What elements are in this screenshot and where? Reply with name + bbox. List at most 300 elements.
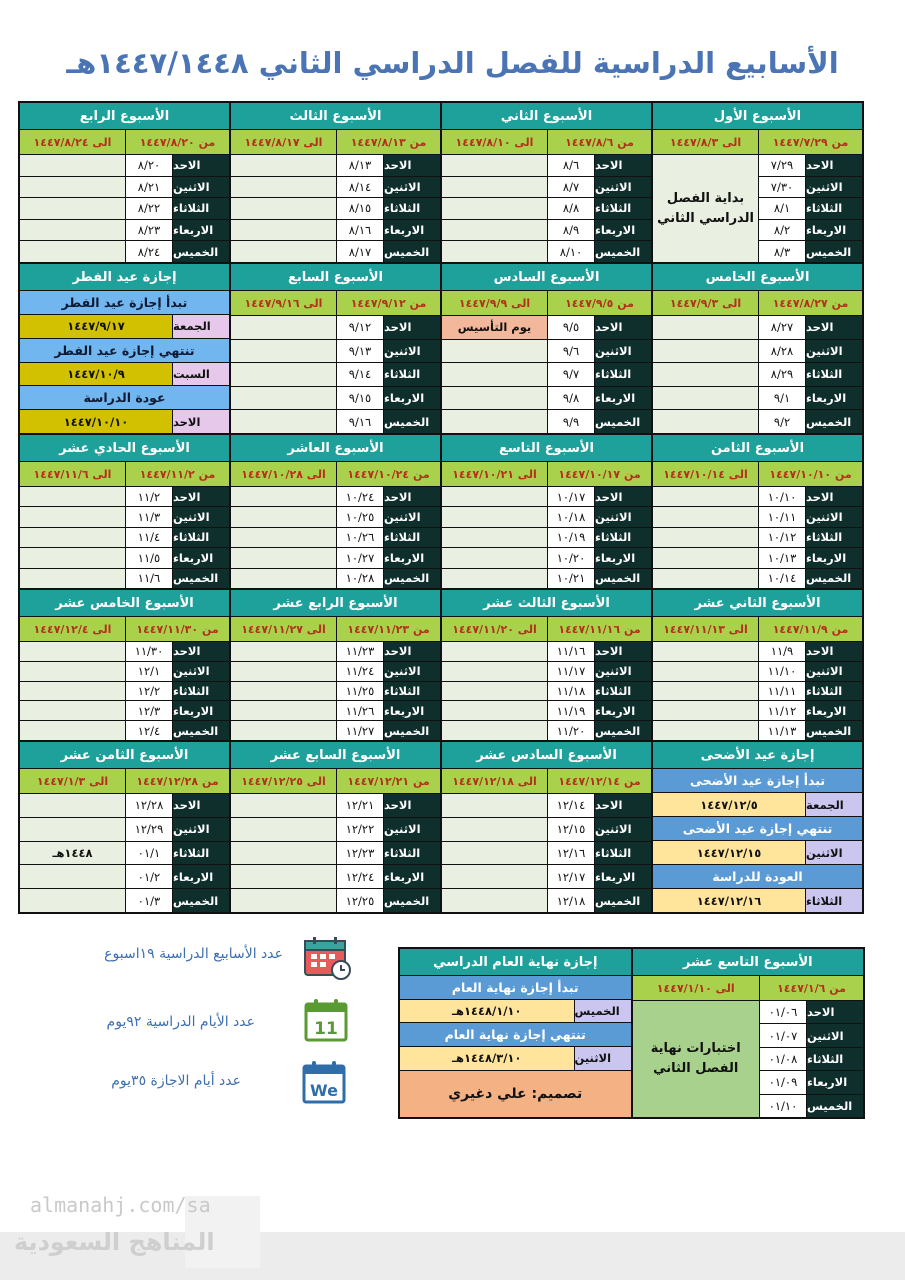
- day-name: الاثنين: [807, 1024, 863, 1046]
- day-name: الاثنين: [173, 662, 229, 681]
- week-row: [20, 742, 862, 912]
- empty-note: [442, 220, 547, 241]
- day-name: الاحد: [806, 487, 862, 506]
- holiday-block-endy: [400, 949, 631, 1117]
- day-name: الثلاثاء: [173, 682, 229, 701]
- day-name: الخميس: [595, 569, 651, 588]
- day-name: الثلاثاء: [384, 363, 440, 386]
- week-title: الأسبوع الخامس عشر: [20, 590, 229, 616]
- day-date: ١٢/٢٥: [337, 889, 383, 912]
- week-title: الأسبوع الرابع عشر: [231, 590, 440, 616]
- empty-note: [20, 642, 125, 661]
- day-date: ٠١/٠٩: [760, 1071, 806, 1093]
- empty-note: [442, 507, 547, 526]
- empty-note: [442, 818, 547, 841]
- holiday-banner: تبدأ إجازة عيد الأضحى: [653, 769, 862, 792]
- week-block: [442, 264, 651, 433]
- day-date: ١٢/٢٩: [126, 818, 172, 841]
- day-date: ١٠/١١: [759, 507, 805, 526]
- day-name: الخميس: [806, 410, 862, 433]
- day-name: الاربعاء: [806, 701, 862, 720]
- day-date: ٨/٢٤: [126, 241, 172, 262]
- day-date: ٧/٢٩: [759, 155, 805, 176]
- day-name: الاربعاء: [806, 387, 862, 410]
- day-date: ٠١/٠٦: [760, 1001, 806, 1023]
- empty-note: [653, 721, 758, 740]
- day-name: الاثنين: [384, 340, 440, 363]
- holiday-block-fitr: [20, 264, 229, 433]
- day-date: ٩/٢: [759, 410, 805, 433]
- empty-note: [20, 721, 125, 740]
- week-block: [231, 264, 440, 433]
- holiday-banner: العودة للدراسة: [653, 865, 862, 888]
- empty-note: [442, 682, 547, 701]
- day-name: الثلاثاء: [384, 198, 440, 219]
- week-block: [231, 742, 440, 912]
- empty-note: [653, 340, 758, 363]
- day-date: ١١/١٠: [759, 662, 805, 681]
- day-name: الخميس: [173, 569, 229, 588]
- empty-note: [231, 818, 336, 841]
- day-date: ٩/١٤: [337, 363, 383, 386]
- week-from-date: من ١٤٤٧/٨/٢٧: [759, 291, 862, 315]
- week-note: بداية الفصل الدراسي الثاني: [653, 155, 758, 262]
- week-to-date: الى ١٤٤٧/١١/٢٠: [442, 617, 547, 641]
- day-name: الاربعاء: [384, 701, 440, 720]
- day-name: الخميس: [384, 889, 440, 912]
- day-date: ٠١/١٠: [760, 1095, 806, 1117]
- empty-note: [231, 387, 336, 410]
- day-date: ١٠/١٩: [548, 528, 594, 547]
- empty-note: [653, 642, 758, 661]
- week-from-date: من ١٤٤٧/٨/٢٠: [126, 130, 229, 154]
- day-date: ٨/١: [759, 198, 805, 219]
- day-name: الثلاثاء: [173, 528, 229, 547]
- holiday-date: ١٤٤٧/١٢/١٥: [653, 841, 805, 864]
- day-name: الاحد: [173, 487, 229, 506]
- day-name: الاربعاء: [173, 865, 229, 888]
- day-date: ١٠/٢٨: [337, 569, 383, 588]
- day-date: ٩/١: [759, 387, 805, 410]
- day-date: ٩/٩: [548, 410, 594, 433]
- week-to-date: الى ١٤٤٧/٨/٢٤: [20, 130, 125, 154]
- day-name: الاحد: [595, 316, 651, 339]
- day-date: ٩/٦: [548, 340, 594, 363]
- holiday-banner: تنتهي إجازة عيد الفطر: [20, 339, 229, 362]
- day-name: الاربعاء: [595, 220, 651, 241]
- week-to-date: الى ١٤٤٧/١٢/٢٥: [231, 769, 336, 793]
- day-date: ١١/٢٧: [337, 721, 383, 740]
- day-name: الاثنين: [806, 662, 862, 681]
- week-row: [20, 103, 862, 262]
- day-date: ١١/٦: [126, 569, 172, 588]
- day-date: ١١/٢٦: [337, 701, 383, 720]
- empty-note: [20, 155, 125, 176]
- holiday-date: ١٤٤٧/٩/١٧: [20, 315, 172, 338]
- day-name: الاثنين: [595, 177, 651, 198]
- day-name: الاثنين: [384, 177, 440, 198]
- week-title: الأسبوع التاسع عشر: [633, 949, 864, 975]
- holiday-date: ١٤٤٧/١٠/٩: [20, 363, 172, 386]
- empty-note: [442, 701, 547, 720]
- week-from-date: من ١٤٤٧/١١/٢٣: [337, 617, 440, 641]
- empty-note: [20, 662, 125, 681]
- day-date: ١١/١٨: [548, 682, 594, 701]
- empty-note: [442, 842, 547, 865]
- day-name: الاحد: [384, 155, 440, 176]
- day-date: ١١/١٦: [548, 642, 594, 661]
- week-from-date: من ١٤٤٧/١٢/٢٨: [126, 769, 229, 793]
- holiday-date: ١٤٤٨/٣/١٠هـ: [400, 1047, 574, 1070]
- empty-note: [653, 548, 758, 567]
- day-date: ١٠/٢٦: [337, 528, 383, 547]
- day-date: ١٠/٢٠: [548, 548, 594, 567]
- day-name: الاحد: [173, 794, 229, 817]
- empty-note: [442, 241, 547, 262]
- weeks-table: [18, 101, 864, 914]
- empty-note: [20, 220, 125, 241]
- day-date: ٠١/١: [126, 842, 172, 865]
- week-to-date: الى ١٤٤٧/١٢/١٨: [442, 769, 547, 793]
- holiday-banner: تنتهي إجازة نهاية العام: [400, 1023, 631, 1046]
- week-from-date: من ١٤٤٧/٧/٢٩: [759, 130, 862, 154]
- day-date: ١٠/١٨: [548, 507, 594, 526]
- day-name: الخميس: [806, 569, 862, 588]
- day-name: الاثنين: [595, 662, 651, 681]
- day-date: ٨/٢٩: [759, 363, 805, 386]
- svg-text:We: We: [310, 1081, 338, 1100]
- day-name: الاحد: [173, 155, 229, 176]
- day-date: ١٢/٢٨: [126, 794, 172, 817]
- day-name: الخميس: [173, 241, 229, 262]
- day-date: ١١/٢٤: [337, 662, 383, 681]
- week-title: الأسبوع التاسع: [442, 435, 651, 461]
- holiday-day: الجمعة: [173, 315, 229, 338]
- week-from-date: من ١٤٤٧/١١/٢: [126, 462, 229, 486]
- week-row: [20, 590, 862, 740]
- day-name: الثلاثاء: [806, 363, 862, 386]
- week-title: الأسبوع الثامن عشر: [20, 742, 229, 768]
- day-date: ١١/٤: [126, 528, 172, 547]
- day-date: ١٢/١: [126, 662, 172, 681]
- week-to-date: الى ١٤٤٧/١٠/٢١: [442, 462, 547, 486]
- day-name: الثلاثاء: [806, 682, 862, 701]
- holiday-banner: عودة الدراسة: [20, 386, 229, 409]
- day-name: الخميس: [595, 889, 651, 912]
- empty-note: [231, 569, 336, 588]
- empty-note: [20, 569, 125, 588]
- day-name: الثلاثاء: [384, 842, 440, 865]
- day-name: الثلاثاء: [384, 528, 440, 547]
- empty-note: [20, 889, 125, 912]
- day-name: الثلاثاء: [807, 1048, 863, 1070]
- week-from-date: من ١٤٤٧/١/٦: [760, 976, 863, 1000]
- empty-note: [20, 198, 125, 219]
- week-to-date: الى ١٤٤٧/١٢/٤: [20, 617, 125, 641]
- calendar-clock-icon: [303, 935, 351, 981]
- day-date: ١١/١٩: [548, 701, 594, 720]
- empty-note: [231, 721, 336, 740]
- day-date: ١١/١٢: [759, 701, 805, 720]
- empty-note: [231, 340, 336, 363]
- week-to-date: الى ١٤٤٧/٩/٩: [442, 291, 547, 315]
- day-name: الخميس: [384, 410, 440, 433]
- empty-note: [231, 662, 336, 681]
- day-name: الاربعاء: [384, 548, 440, 567]
- day-name: الاحد: [806, 642, 862, 661]
- day-note: يوم التأسيس: [442, 316, 547, 339]
- calendar-we-icon: [301, 1060, 349, 1106]
- empty-note: [442, 662, 547, 681]
- day-name: الخميس: [384, 241, 440, 262]
- holiday-date: ١٤٤٨/١/١٠هـ: [400, 1000, 574, 1023]
- day-name: الاربعاء: [173, 220, 229, 241]
- week-to-date: الى ١٤٤٧/١١/٢٧: [231, 617, 336, 641]
- empty-note: [653, 569, 758, 588]
- week-from-date: من ١٤٤٧/٨/١٣: [337, 130, 440, 154]
- day-name: الثلاثاء: [595, 842, 651, 865]
- empty-note: [442, 548, 547, 567]
- design-credit: تصميم: علي دغيري: [400, 1071, 631, 1117]
- day-date: ١١/١٣: [759, 721, 805, 740]
- week-title: الأسبوع الثاني عشر: [653, 590, 862, 616]
- day-name: الاحد: [807, 1001, 863, 1023]
- day-date: ١١/٢٣: [337, 642, 383, 661]
- day-name: الاثنين: [384, 507, 440, 526]
- holiday-block-adha: [653, 742, 862, 912]
- week-from-date: من ١٤٤٧/١١/٣٠: [126, 617, 229, 641]
- day-name: الثلاثاء: [173, 198, 229, 219]
- day-date: ١٢/١٧: [548, 865, 594, 888]
- day-date: ٨/٢٢: [126, 198, 172, 219]
- day-name: الاحد: [595, 155, 651, 176]
- day-name: الاربعاء: [595, 701, 651, 720]
- week-title: الأسبوع الخامس: [653, 264, 862, 290]
- empty-note: [231, 487, 336, 506]
- empty-note: [231, 548, 336, 567]
- day-name: الاحد: [384, 642, 440, 661]
- day-name: الاربعاء: [806, 220, 862, 241]
- day-date: ١١/١٧: [548, 662, 594, 681]
- week-to-date: الى ١٤٤٧/٨/٣: [653, 130, 758, 154]
- day-date: ١٠/١٠: [759, 487, 805, 506]
- empty-note: [231, 198, 336, 219]
- legend-weeks-count: عدد الأسابيع الدراسية ١٩اسبوع: [104, 946, 283, 962]
- day-name: الخميس: [807, 1095, 863, 1117]
- day-name: الاحد: [806, 155, 862, 176]
- empty-note: [442, 340, 547, 363]
- empty-note: [442, 363, 547, 386]
- empty-note: [442, 155, 547, 176]
- legend-holiday-days: عدد أيام الاجازة ٣٥يوم: [111, 1073, 241, 1089]
- day-name: الاحد: [595, 794, 651, 817]
- week-title: الأسبوع الثاني: [442, 103, 651, 129]
- day-date: ١٠/٢٧: [337, 548, 383, 567]
- empty-note: [20, 528, 125, 547]
- week-block: [653, 103, 862, 262]
- week-from-date: من ١٤٤٧/١٠/٢٤: [337, 462, 440, 486]
- day-date: ٠١/٠٧: [760, 1024, 806, 1046]
- empty-note: [442, 387, 547, 410]
- empty-note: [20, 794, 125, 817]
- day-name: الاربعاء: [384, 387, 440, 410]
- holiday-day: الاحد: [173, 410, 229, 433]
- week-to-date: الى ١٤٤٧/١٠/٢٨: [231, 462, 336, 486]
- day-date: ٨/١٠: [548, 241, 594, 262]
- day-date: ١٢/١٤: [548, 794, 594, 817]
- day-date: ١٢/٢٢: [337, 818, 383, 841]
- day-name: الاحد: [595, 487, 651, 506]
- holiday-banner: تبدأ إجازة عيد الفطر: [20, 291, 229, 314]
- day-date: ١٢/١٥: [548, 818, 594, 841]
- day-date: ١٢/١٦: [548, 842, 594, 865]
- day-name: الثلاثاء: [173, 842, 229, 865]
- day-date: ٨/٦: [548, 155, 594, 176]
- day-date: ١٢/٢: [126, 682, 172, 701]
- holiday-title: إجازة عيد الأضحى: [653, 742, 862, 768]
- day-name: الخميس: [595, 410, 651, 433]
- week-title: الأسبوع الحادي عشر: [20, 435, 229, 461]
- empty-note: [20, 701, 125, 720]
- day-name: الثلاثاء: [595, 363, 651, 386]
- empty-note: [231, 316, 336, 339]
- week-block: [231, 590, 440, 740]
- empty-note: [231, 220, 336, 241]
- empty-note: [442, 487, 547, 506]
- legend-study-days: عدد الأيام الدراسية ٩٢يوم: [106, 1014, 255, 1030]
- empty-note: [231, 507, 336, 526]
- week-to-date: الى ١٤٤٧/١١/١٣: [653, 617, 758, 641]
- week-to-date: الى ١٤٤٧/٨/١٠: [442, 130, 547, 154]
- empty-note: [20, 487, 125, 506]
- day-date: ١١/٥: [126, 548, 172, 567]
- day-date: ٨/٢٣: [126, 220, 172, 241]
- week-to-date: الى ١٤٤٧/٨/١٧: [231, 130, 336, 154]
- week-from-date: من ١٤٤٧/١٠/١٧: [548, 462, 651, 486]
- day-name: الاثنين: [173, 507, 229, 526]
- holiday-date: ١٤٤٧/١٢/١٦: [653, 889, 805, 912]
- holiday-title: إجازة عيد الفطر: [20, 264, 229, 290]
- day-date: ٩/١٣: [337, 340, 383, 363]
- day-name: الثلاثاء: [384, 682, 440, 701]
- week-block: [633, 949, 864, 1117]
- empty-note: [231, 682, 336, 701]
- day-date: ٠١/٢: [126, 865, 172, 888]
- week-from-date: من ١٤٤٧/٩/١٢: [337, 291, 440, 315]
- watermark-url: almanahj.com/sa: [30, 1193, 211, 1217]
- day-date: ٩/٧: [548, 363, 594, 386]
- week-to-date: الى ١٤٤٧/٩/١٦: [231, 291, 336, 315]
- watermark-logo: المناهج السعودية: [14, 1228, 215, 1256]
- holiday-day: السبت: [173, 363, 229, 386]
- week-block: [442, 742, 651, 912]
- day-date: ٩/١٢: [337, 316, 383, 339]
- empty-note: [231, 642, 336, 661]
- day-note: ١٤٤٨هـ: [20, 842, 125, 865]
- empty-note: [442, 177, 547, 198]
- week-title: الأسبوع الأول: [653, 103, 862, 129]
- empty-note: [653, 507, 758, 526]
- empty-note: [20, 682, 125, 701]
- day-name: الاحد: [806, 316, 862, 339]
- day-date: ١٢/٢٤: [337, 865, 383, 888]
- day-date: ٨/٢٧: [759, 316, 805, 339]
- week-to-date: الى ١٤٤٧/٩/٣: [653, 291, 758, 315]
- week-from-date: من ١٤٤٧/١٢/٢١: [337, 769, 440, 793]
- week-block: [653, 264, 862, 433]
- day-name: الاربعاء: [595, 865, 651, 888]
- day-name: الاربعاء: [807, 1071, 863, 1093]
- empty-note: [231, 889, 336, 912]
- day-name: الثلاثاء: [806, 198, 862, 219]
- holiday-date: ١٤٤٧/١٢/٥: [653, 793, 805, 816]
- empty-note: [442, 198, 547, 219]
- week-block: [653, 590, 862, 740]
- holiday-day: الاثنين: [806, 841, 862, 864]
- day-name: الاثنين: [595, 818, 651, 841]
- week-block: [442, 590, 651, 740]
- day-name: الاثنين: [384, 662, 440, 681]
- day-name: الخميس: [384, 569, 440, 588]
- day-name: الثلاثاء: [806, 528, 862, 547]
- week-block: [442, 103, 651, 262]
- day-date: ١٠/٢٥: [337, 507, 383, 526]
- empty-note: [20, 507, 125, 526]
- week-to-date: الى ١٤٤٧/١/٣: [20, 769, 125, 793]
- day-name: الخميس: [595, 721, 651, 740]
- day-name: الخميس: [595, 241, 651, 262]
- day-date: ٨/٨: [548, 198, 594, 219]
- week-title: الأسبوع الثالث عشر: [442, 590, 651, 616]
- empty-note: [20, 865, 125, 888]
- week-to-date: الى ١٤٤٧/١/١٠: [633, 976, 760, 1000]
- week-block: [20, 742, 229, 912]
- day-date: ١١/٢: [126, 487, 172, 506]
- empty-note: [653, 387, 758, 410]
- day-date: ١١/٢٥: [337, 682, 383, 701]
- day-name: الخميس: [806, 721, 862, 740]
- day-date: ٨/١٥: [337, 198, 383, 219]
- holiday-day: الثلاثاء: [806, 889, 862, 912]
- day-name: الثلاثاء: [595, 682, 651, 701]
- day-date: ١٢/٣: [126, 701, 172, 720]
- day-date: ٨/١٧: [337, 241, 383, 262]
- day-name: الاثنين: [173, 177, 229, 198]
- week-block: [20, 435, 229, 588]
- day-date: ١١/٢٠: [548, 721, 594, 740]
- holiday-banner: تبدأ إجازة نهاية العام: [400, 976, 631, 999]
- empty-note: [231, 410, 336, 433]
- day-date: ١١/٣٠: [126, 642, 172, 661]
- empty-note: [231, 155, 336, 176]
- day-name: الاحد: [384, 316, 440, 339]
- day-date: ٩/١٥: [337, 387, 383, 410]
- day-date: ٨/٢: [759, 220, 805, 241]
- holiday-date: ١٤٤٧/١٠/١٠: [20, 410, 172, 433]
- day-date: ١٢/٢١: [337, 794, 383, 817]
- day-date: ٨/٣: [759, 241, 805, 262]
- day-date: ٧/٣٠: [759, 177, 805, 198]
- empty-note: [653, 316, 758, 339]
- holiday-banner: تنتهي إجازة عيد الأضحى: [653, 817, 862, 840]
- day-name: الاثنين: [806, 507, 862, 526]
- empty-note: [442, 794, 547, 817]
- week-block: [20, 103, 229, 262]
- day-date: ٨/٢١: [126, 177, 172, 198]
- final-weeks-table: [398, 947, 865, 1119]
- calendar-11-icon: [303, 998, 351, 1044]
- day-date: ٨/٩: [548, 220, 594, 241]
